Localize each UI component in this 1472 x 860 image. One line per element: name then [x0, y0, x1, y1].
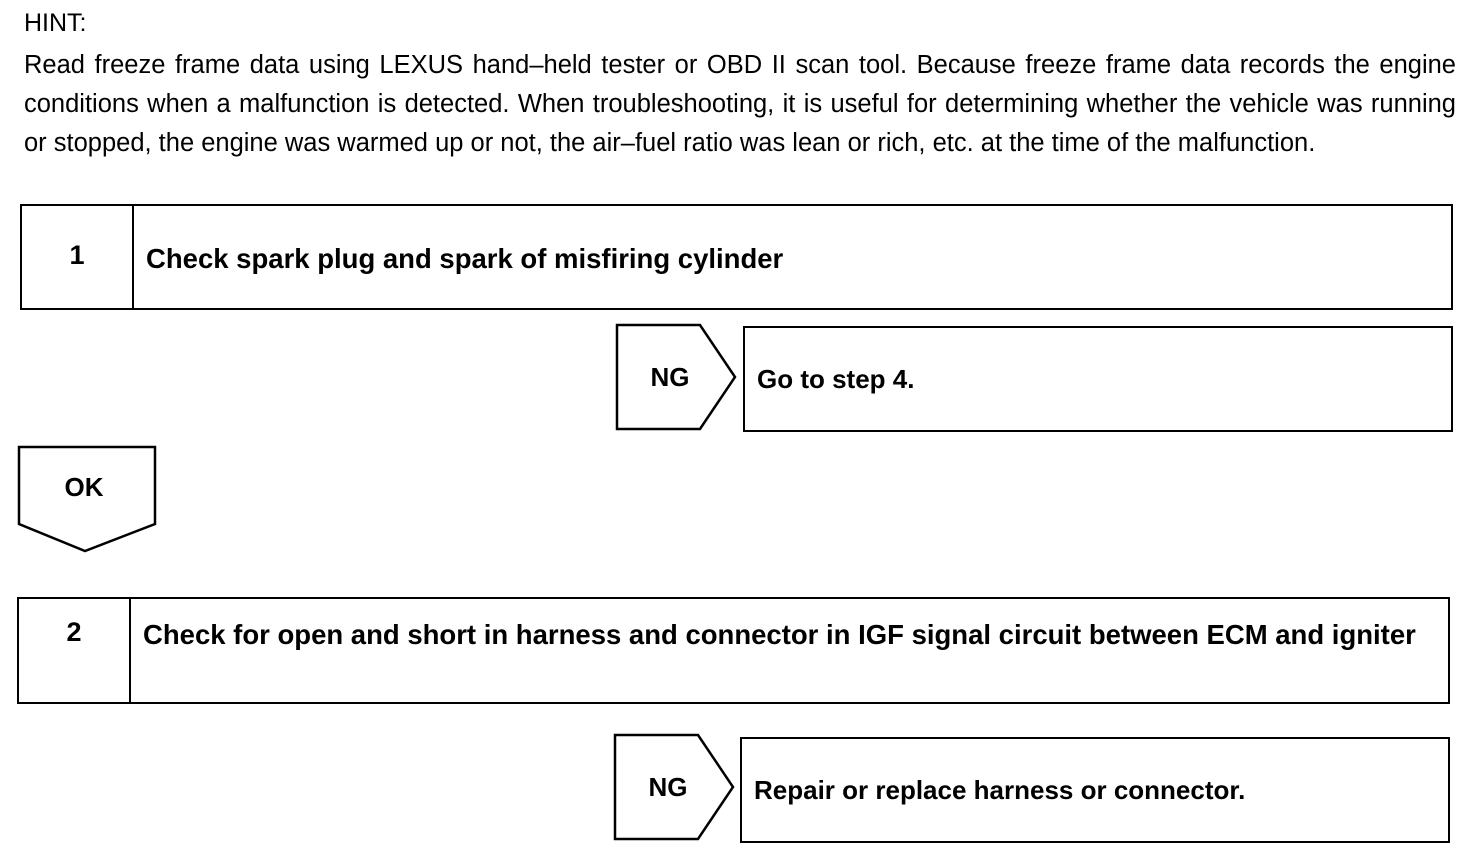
step-1-box	[20, 204, 1453, 310]
step-1-ng-label: NG	[650, 362, 690, 392]
step-1-title: Check spark plug and spark of misfiring cylinder	[146, 243, 784, 274]
step-2-number: 2	[19, 599, 131, 702]
step-2-ng-label: NG	[648, 772, 688, 802]
step-1-number: 1	[22, 206, 134, 308]
step-1-ng-action: Go to step 4.	[743, 326, 1453, 432]
hint-title: HINT:	[24, 9, 87, 37]
ok-label: OK	[64, 472, 104, 502]
step-2-title: Check for open and short in harness and connector in IGF signal circuit between ECM and igniter	[143, 619, 1416, 650]
step-2-box	[17, 597, 1450, 704]
step-2-ng-action: Repair or replace harness or connector.	[740, 737, 1450, 843]
hint-text: Read freeze frame data using LEXUS hand–held tester or OBD II scan tool. Because freeze frame data records the engine conditions when a malfunction is detected. When troubleshooting, it is useful for determining whether the vehicle was running or stopped, the engine was warmed up or not, the air–fuel ratio was lean or rich, etc. at the time of the malfunction.	[24, 51, 1456, 157]
